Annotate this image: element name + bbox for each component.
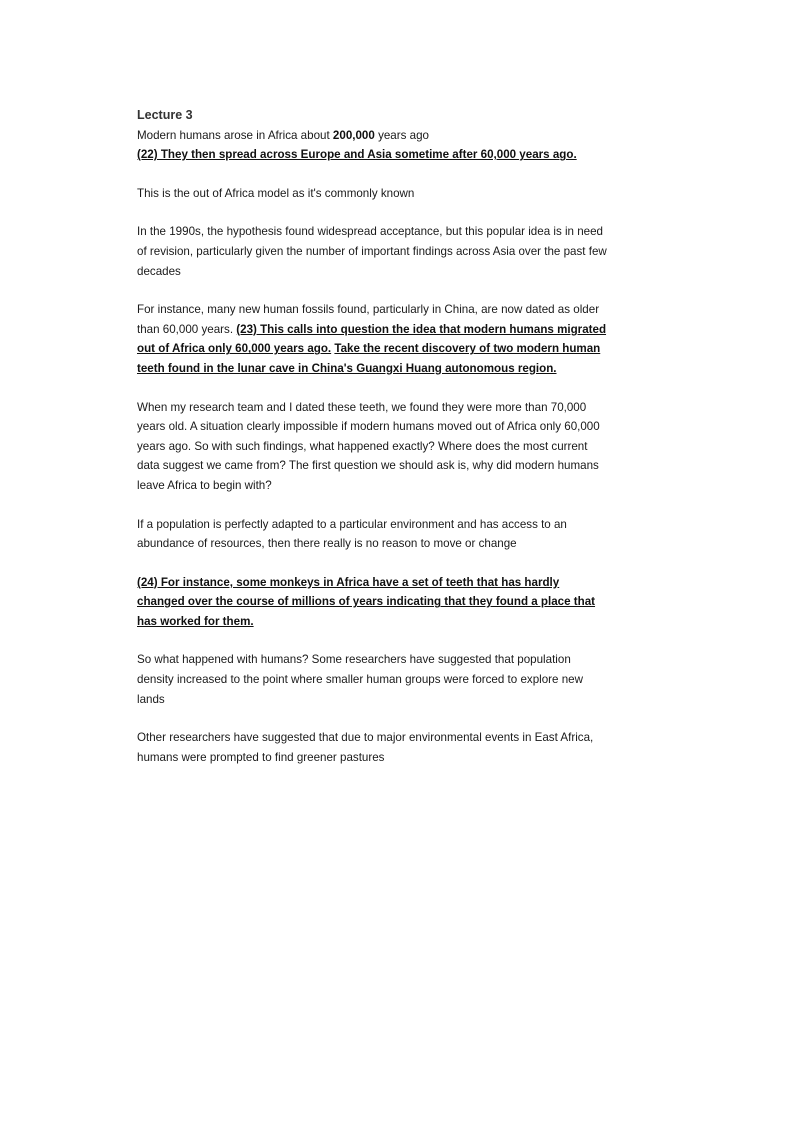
paragraph-fossils bbox=[137, 300, 607, 378]
document-page bbox=[137, 106, 607, 786]
answer-24: (24) For instance, some monkeys in Africa have a set of teeth that has hardly changed over the course of millions of years indicating that they found a place that has worked for them. bbox=[137, 575, 596, 628]
paragraph-out-of-africa: This is the out of Africa model as it's commonly known bbox=[137, 186, 415, 200]
answer-22: (22) They then spread across Europe and Asia sometime after 60,000 years ago. bbox=[137, 148, 577, 162]
intro-text: Modern humans arose in Africa about bbox=[137, 128, 333, 142]
paragraph-adaptation: If a population is perfectly adapted to a particular environment and has access to an abundance of resources, then there really is no reason to move or change bbox=[137, 517, 567, 551]
intro-number: 200,000 bbox=[332, 128, 375, 142]
fossils-text: For instance, many new human fossils found, particularly in China, are now dated as older than 60,000 years. bbox=[137, 303, 600, 336]
teeth-discovery: Take the recent discovery of two modern human teeth found in the lunar cave in China's Guangxi Huang autonomous region. bbox=[137, 342, 601, 375]
paragraph-monkeys bbox=[137, 573, 607, 632]
paragraph-dating: When my research team and I dated these teeth, we found they were more than 70,000 years old. A situation clearly impossible if modern humans moved out of Africa only 60,000 years ago. So with such findings, what happened exactly? Where does the most current data suggest we came from? The first question we should ask is, why did modern humans leave Africa to begin with? bbox=[137, 400, 600, 492]
paragraph-environment: Other researchers have suggested that due to major environmental events in East Africa, humans were prompted to find greener pastures bbox=[137, 731, 594, 764]
paragraph-population: So what happened with humans? Some researchers have suggested that population density increased to the point where smaller human groups were forced to explore new lands bbox=[137, 653, 583, 706]
paragraph-1990s: In the 1990s, the hypothesis found widespread acceptance, but this popular idea is in need of revision, particularly given the number of important findings across Asia over the past few decades bbox=[137, 225, 607, 278]
intro-text-end: years ago bbox=[374, 128, 429, 142]
lecture-title: Lecture 3 bbox=[137, 108, 193, 122]
paragraph-intro bbox=[137, 126, 607, 165]
answer-23: (23) This calls into question the idea that modern humans migrated out of Africa only 60,000 years ago. bbox=[137, 322, 607, 356]
